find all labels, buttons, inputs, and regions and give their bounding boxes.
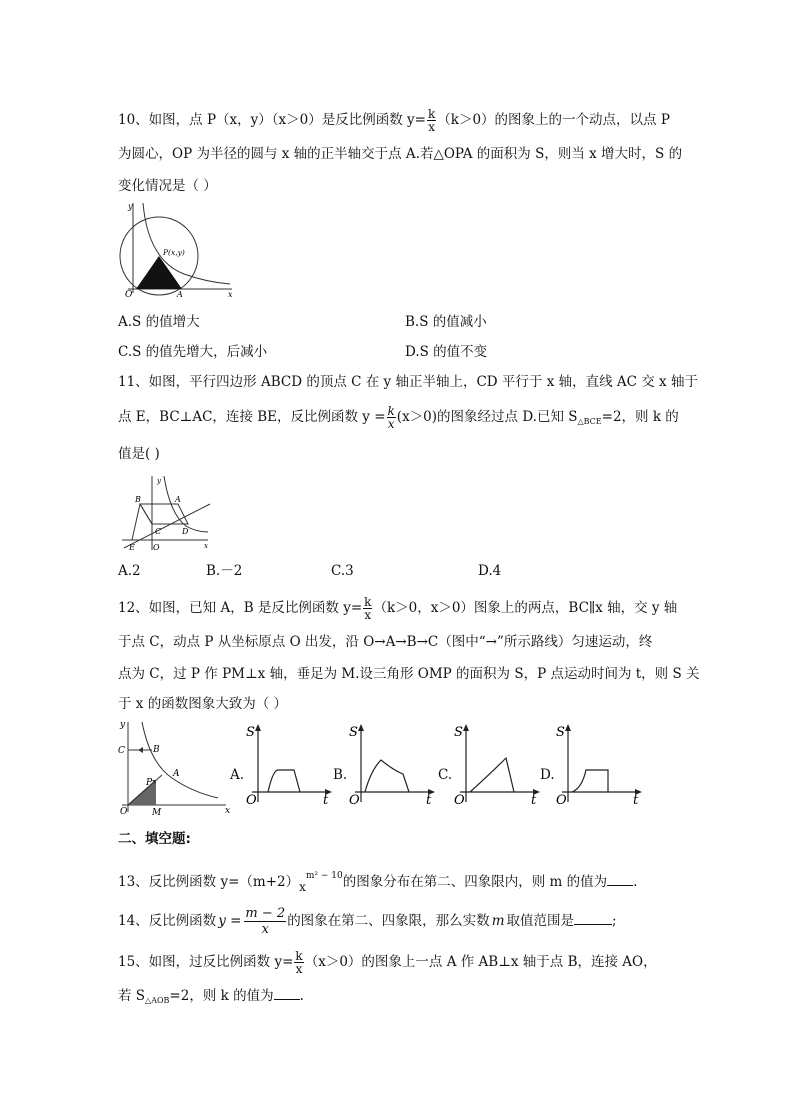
q12-graph-a-o: O — [246, 793, 257, 806]
q15-line1 — [118, 950, 657, 975]
q12-graph-b-s: S — [349, 725, 358, 740]
q10-label-p: P(x,y) — [163, 248, 185, 257]
q14-end: ; — [612, 913, 617, 929]
section-title-fill-in: 二、填空题: — [118, 831, 191, 847]
q14-frac-den: x — [261, 922, 269, 937]
q13-line — [118, 866, 637, 892]
q15-fraction — [294, 950, 303, 975]
q12-figure — [116, 718, 236, 818]
q12-option-d[interactable]: D. — [540, 767, 555, 783]
q12-label-x: x — [225, 806, 231, 816]
q12-label-p: P — [146, 778, 153, 788]
q15-answer-blank[interactable] — [274, 987, 300, 1000]
q10-figure — [116, 200, 236, 302]
q10-fraction — [427, 108, 436, 133]
q11-line-ac — [124, 504, 210, 548]
q11-subscript: △BCE — [577, 417, 602, 426]
q12-graph-b[interactable] — [343, 722, 438, 806]
q11-label-y: y — [157, 477, 161, 485]
q13-exponent: m² − 10 — [305, 871, 343, 881]
q11-line-be — [132, 504, 140, 540]
q12-option-b[interactable]: B. — [333, 767, 348, 783]
q12-label-o: O — [120, 807, 128, 817]
q10-line1 — [118, 108, 670, 133]
q15-text-b: （x＞0）的图象上一点 A 作 AB⊥x 轴于点 B，连接 AO， — [304, 954, 657, 970]
q14-frac-num: m − 2 — [245, 906, 286, 921]
q11-line3: 值是( ) — [118, 446, 160, 462]
q11-fraction — [387, 405, 396, 430]
q10-line2: 为圆心，OP 为半径的圆与 x 轴的正半轴交于点 A.若△OPA 的面积为 S，则当 x 增大时，S 的 — [118, 146, 683, 162]
q12-graph-d-curve — [572, 770, 608, 792]
q10-text-a: 10、如图，点 P（x，y）（x＞0）是反比例函数 y= — [118, 112, 426, 128]
q12-label-a: A — [173, 769, 180, 779]
q14-text-b: 的图象在第二、四象限，那么实数 — [287, 913, 490, 929]
q15-frac-num: k — [295, 949, 303, 963]
q12-graph-b-t: t — [426, 793, 432, 806]
q10-frac-num: k — [427, 107, 436, 121]
q10-label-y: y — [128, 202, 133, 211]
q10-label-x: x — [228, 290, 233, 299]
q12-line2: 于点 C，动点 P 从坐标原点 O 出发，沿 O→A→B→C（图中“→”所示路线）匀速运动，终 — [118, 634, 653, 650]
q11-text-c: =2，则 k 的 — [601, 409, 679, 425]
q10-frac-den: x — [428, 120, 436, 134]
q12-line1 — [118, 596, 677, 621]
q11-figure — [120, 474, 212, 554]
q12-line3: 点为 C，过 P 作 PM⊥x 轴，垂足为 M.设三角形 OMP 的面积为 S，P 点运动时间为 t，则 S 关 — [118, 666, 700, 682]
q12-label-b: B — [153, 745, 160, 755]
q12-graph-c-curve — [470, 758, 514, 792]
q12-graph-b-o: O — [349, 793, 360, 806]
q12-graph-d-o: O — [556, 793, 567, 806]
q12-graph-c-s: S — [454, 725, 463, 740]
q11-label-a: A — [175, 495, 181, 504]
q12-graph-d-t: t — [633, 793, 639, 806]
q12-frac-num: k — [364, 595, 372, 609]
q10-triangle-opa — [136, 256, 182, 289]
q12-graph-c-t: t — [531, 793, 537, 806]
q15-text-a: 15、如图，过反比例函数 y= — [118, 954, 294, 970]
q12-fraction — [363, 596, 372, 621]
q15-text-d: =2，则 k 的值为 — [169, 988, 274, 1004]
q11-label-c: C — [155, 527, 162, 536]
q11-line1: 11、如图，平行四边形 ABCD 的顶点 C 在 y 轴正半轴上，CD 平行于 x 轴，直线 AC 交 x 轴于 — [118, 374, 698, 390]
q14-line — [118, 906, 617, 937]
q13-answer-blank[interactable] — [607, 873, 633, 886]
q11-label-e: E — [129, 543, 135, 552]
q10-option-d[interactable]: D.S 的值不变 — [405, 344, 488, 360]
q14-var: m — [491, 913, 505, 929]
q10-text-b: （k＞0）的图象上的一个动点，以点 P — [437, 112, 670, 128]
q10-line3: 变化情况是（ ） — [118, 178, 217, 194]
q12-graph-d[interactable] — [550, 722, 645, 806]
q11-label-x: x — [204, 542, 208, 550]
q12-arrow-head-2 — [138, 747, 143, 753]
q11-label-o: O — [153, 543, 160, 552]
q14-text-c: 取值范围是 — [506, 913, 574, 929]
q14-y-eq: y = — [218, 913, 242, 929]
q11-line-bc — [140, 504, 152, 524]
q10-option-a[interactable]: A.S 的值增大 — [118, 314, 200, 330]
q12-option-a[interactable]: A. — [230, 767, 245, 783]
q12-label-m: M — [152, 808, 162, 818]
q14-answer-blank[interactable] — [574, 912, 612, 925]
q11-label-b: B — [135, 495, 141, 504]
q11-line2 — [118, 405, 679, 432]
q12-label-c: C — [118, 746, 125, 756]
q13-text-b: 的图象分布在第二、四象限内，则 m 的值为 — [342, 874, 608, 890]
q11-option-c[interactable]: C.3 — [331, 563, 354, 579]
q13-base: x — [299, 880, 306, 894]
q11-option-a[interactable]: A.2 — [118, 563, 141, 579]
q15-subscript: △AOB — [145, 996, 170, 1005]
q12-text-a: 12、如图，已知 A，B 是反比例函数 y= — [118, 600, 363, 616]
q13-end: . — [633, 874, 638, 890]
q12-text-b: （k＞0，x＞0）图象上的两点，BC∥x 轴，交 y 轴 — [373, 600, 678, 616]
q15-line2 — [118, 986, 304, 1011]
q12-graph-a-curve — [268, 770, 300, 792]
q12-label-y: y — [120, 720, 126, 730]
q10-option-c[interactable]: C.S 的值先增大，后减小 — [118, 344, 268, 360]
q11-frac-den: x — [387, 417, 395, 431]
q12-graph-a[interactable] — [240, 722, 335, 806]
q10-label-o: O — [125, 290, 133, 300]
q15-text-c: 若 S — [118, 988, 146, 1004]
q15-frac-den: x — [295, 962, 303, 976]
q15-end: . — [299, 988, 304, 1004]
q11-frac-num: k — [387, 404, 395, 418]
q11-text-a: 点 E，BC⊥AC，连接 BE，反比例函数 y = — [118, 409, 386, 425]
q14-text-a: 14、反比例函数 — [118, 913, 217, 929]
q11-label-d: D — [182, 527, 189, 536]
q12-graph-d-s: S — [556, 725, 565, 740]
q12-frac-den: x — [364, 608, 372, 622]
q14-fraction — [244, 906, 286, 937]
q12-option-c[interactable]: C. — [438, 767, 453, 783]
q10-option-b[interactable]: B.S 的值减小 — [405, 314, 487, 330]
q11-option-b[interactable]: B.－2 — [206, 563, 243, 579]
q11-text-b: (x＞0)的图象经过点 D.已知 S — [396, 409, 578, 425]
q13-text-a: 13、反比例函数 y=（m+2） — [118, 874, 300, 890]
q10-label-a: A — [177, 290, 183, 299]
q12-graph-a-s: S — [246, 725, 255, 740]
q12-graph-c[interactable] — [448, 722, 543, 806]
q11-option-d[interactable]: D.4 — [478, 563, 502, 579]
q12-line4: 于 x 的函数图象大致为（ ） — [118, 696, 287, 712]
q12-graph-b-curve — [365, 760, 409, 792]
q12-graph-a-t: t — [323, 793, 329, 806]
q12-graph-c-o: O — [454, 793, 465, 806]
